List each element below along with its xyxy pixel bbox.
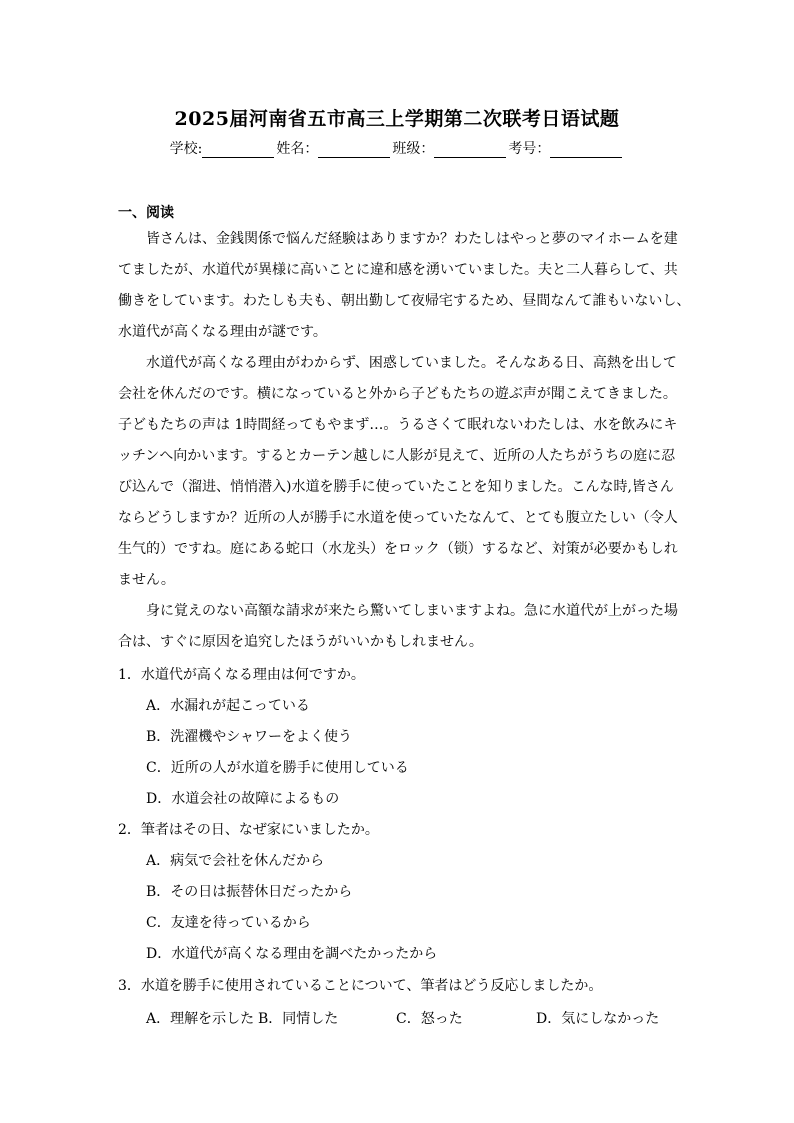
question-2-option-a[interactable]: A．病気で会社を休んだから: [146, 853, 325, 869]
question-2-option-c[interactable]: C．友達を待っているから: [146, 915, 311, 931]
question-2-stem: 2．筆者はその日、なぜ家にいましたか。: [118, 822, 379, 838]
passage-line: 会社を休んだのです。横になっていると外から子どもたちの遊ぶ声が聞こえてきました。: [118, 386, 677, 402]
school-label: 学校:: [169, 141, 203, 157]
passage-line: 水道代が高くなる理由が謎です。: [118, 324, 327, 340]
question-2-option-d[interactable]: D．水道代が高くなる理由を調べたかったから: [146, 946, 438, 962]
reading-passage: [118, 224, 691, 658]
passage-line: 水道代が高くなる理由がわからず、困惑していました。そんなある日、高熱を出して: [146, 355, 677, 371]
question-1-option-b[interactable]: B．洗濯機やシャワーをよく使う: [146, 729, 353, 745]
question-3-option-c[interactable]: C．怒った: [396, 1011, 463, 1027]
name-blank[interactable]: [318, 143, 390, 158]
class-label: 班级：: [392, 141, 435, 157]
question-1-stem: 1．水道代が高くなる理由は何ですか。: [118, 667, 365, 683]
question-3-option-d[interactable]: D．気にしなかった: [536, 1011, 660, 1027]
passage-line: 合は、すぐに原因を追究したほうがいいかもしれません。: [118, 634, 483, 650]
question-3-stem: 3．水道を勝手に使用されていることについて、筆者はどう反応しましたか。: [118, 978, 603, 994]
passage-line: 身に覚えのない高額な請求が来たら驚いてしまいますよね。急に水道代が上がった場: [146, 603, 678, 619]
passage-line: 生气的）ですね。庭にある蛇口（水龙头）をロック（锁）するなど、対策が必要かもしれ: [118, 541, 678, 557]
name-label: 姓名：: [276, 141, 319, 157]
passage-line: ッチンへ向かいます。するとカーテン越しに人影が見えて、近所の人たちがうちの庭に忍: [118, 448, 676, 464]
question-2-option-b[interactable]: B．その日は振替休日だったから: [146, 884, 353, 900]
passage-line: てましたが、水道代が異様に高いことに違和感を湧いていました。夫と二人暮らして、共: [118, 262, 678, 278]
question-3-option-a[interactable]: A．理解を示した: [146, 1011, 255, 1027]
passage-line: 働きをしています。わたしも夫も、朝出勤して夜帰宅するため、昼間なんて誰もいないし、: [118, 293, 691, 309]
passage-line: ならどうしますか？近所の人が勝手に水道を使っていたなんて、とても腹立たしい（令人: [118, 510, 678, 526]
passage-line: び込んで（溜进、悄悄潜入)水道を勝手に使っていたことを知りました。こんな時,皆さん: [118, 479, 674, 495]
question-1-option-a[interactable]: A．水漏れが起こっている: [146, 698, 310, 714]
exam-number-blank[interactable]: [550, 143, 622, 158]
section-heading: 一、阅读: [118, 205, 174, 221]
passage-line: 子どもたちの声は 1時間経ってもやまず…。うるさくて眠れないわたしは、水を飲みにキ: [118, 417, 678, 433]
page-title: 2025届河南省五市高三上学期第二次联考日语试题: [174, 108, 620, 130]
passage-line: ません。: [118, 572, 175, 588]
school-blank[interactable]: [202, 143, 274, 158]
student-info-line: [0, 138, 794, 158]
question-3-option-b[interactable]: B．同情した: [258, 1011, 339, 1027]
class-blank[interactable]: [434, 143, 506, 158]
question-1-option-d[interactable]: D．水道会社の故障によるもの: [146, 791, 340, 807]
question-1-option-c[interactable]: C．近所の人が水道を勝手に使用している: [146, 760, 409, 776]
passage-line: 皆さんは、金銭関係で悩んだ経験はありますか？わたしはやっと夢のマイホームを建: [146, 231, 678, 247]
exam-number-label: 考号：: [508, 141, 551, 157]
